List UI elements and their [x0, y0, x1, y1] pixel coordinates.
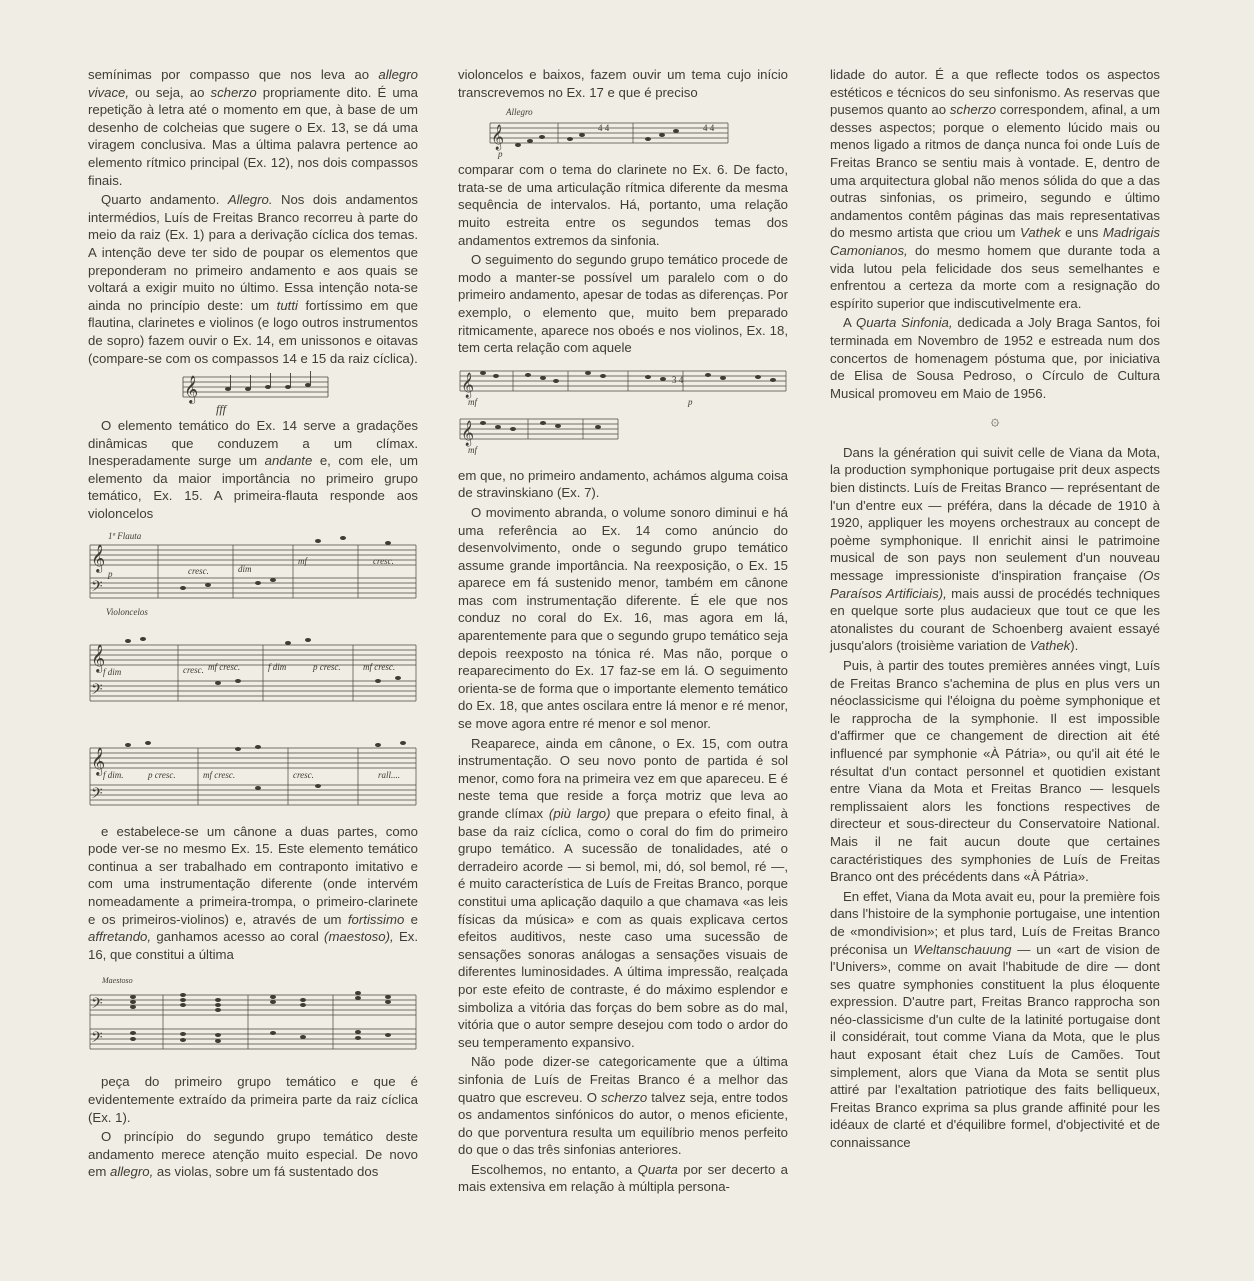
paragraph: Puis, à partir des toutes premières années vingt, Luís de Freitas Branco s'achemina de plus en plus vers un néoclassicisme qui l'éloigna du poème symphonique et le rapprocha de la symphonie. Il est impossible d'affirmer que ce changement de direction ait été influencé par symphonie «À Pátria», ou qu'il ait été le résultat d'un contact personnel et quotidien existant entre Viana da Mota et Freitas Branco — lesquels remplissaient alors les fonctions respectives de directeur et sous-directeur du Conservatoire National. Mais il ne fait aucun doute que certaines caractéristiques des symphonies de Luís de Freitas Branco ont des précédents dans «À Pátria».: [830, 658, 1160, 885]
score-label: Maestoso: [102, 976, 133, 986]
score-label: mf cresc.: [203, 769, 236, 780]
score-label: p: [108, 568, 113, 579]
svg-text:𝄞: 𝄞: [184, 375, 199, 404]
paragraph: O movimento abranda, o volume sonoro diminui e há uma referência ao Ex. 14 como anúncio do desenvolvimento, onde o segundo grupo temático assume grande importância. Na reexposição, o Ex. 15 aparece em fá sustenido menor, também em cânone mas com instrumentação diferente. É ele que nos conduz no coral do Ex. 16, mas agora em lá, aparentemente para que o segundo grupo temático seja depois reexposto na tónica ré. Mas não, porque o reaparecimento do Ex. 17 faz-se em lá. O seguimento orienta-se de forma que o importante elemento temático do Ex. 18, que antes oscilara entre lá menor e ré menor, se move agora entre ré menor e sol menor.: [458, 504, 788, 732]
score-label: rall....: [378, 769, 401, 780]
score-label: p: [688, 396, 693, 407]
score-label: mf: [298, 555, 307, 566]
svg-text:𝄞: 𝄞: [91, 643, 106, 672]
paragraph: Dans la génération qui suivit celle de Viana da Mota, la production symphonique portugaise prit deux aspects bien distincts. Luís de Freitas Branco — représentant de l'un d'entre eux — préféra, dans la décade de 1910 à 1920, appliquer les moyens orchestraux au concept de poème symphonique. Il enrichit ainsi le patrimoine musical de son pays non seulement d'un nouveau message impressioniste d'inspiration française (Os Paraísos Artificiais), mais aussi de procédés techniques en quelque sorte plus audacieux que tout ce que les atonalistes du courant de Schoenberg avaient essayé jusqu'alors (troisième variation de Vathek).: [830, 444, 1160, 654]
paragraph: Escolhemos, no entanto, a Quarta por ser decerto a mais extensiva em relação à múltipla persona-: [458, 1161, 788, 1195]
music-example-15: [88, 523, 418, 823]
score-label: f dim: [268, 661, 287, 672]
svg-text:𝄞: 𝄞: [491, 125, 505, 151]
music-example-18: [458, 357, 788, 467]
column-1: [88, 66, 418, 1181]
score-label: p cresc.: [148, 769, 176, 780]
score-label: mf cresc.: [208, 661, 241, 672]
paragraph: O princípio do segundo grupo temático deste andamento merece atenção muito especial. De novo em allegro, as violas, sobre um fá sustentado dos: [88, 1129, 418, 1180]
score-label: 4 4: [598, 123, 610, 134]
score-label: mf: [468, 444, 477, 455]
paragraph: em que, no primeiro andamento, achámos alguma coisa de stravinskiano (Ex. 7).: [458, 467, 788, 501]
paragraph: O elemento temático do Ex. 14 serve a gradações dinâmicas que conduzem a um clímax. Inesperadamente surge um andante e, com ele, um elemento da maior importância no primeiro grupo temático, Ex. 15. A primeira-flauta responde aos violoncelos: [88, 418, 418, 522]
score-label: dim: [238, 563, 252, 574]
svg-text:𝄞: 𝄞: [461, 372, 475, 398]
paragraph: O seguimento do segundo grupo temático procede de modo a manter-se possível um paralelo com o do primeiro andamento, apesar de todas as diferenças. Por exemplo, o elemento que, muito bem preparado ritmicamente, aparece nos oboés e nos violinos, Ex. 18, tem certa relação com aquele: [458, 252, 788, 356]
paragraph: comparar com o tema do clarinete no Ex. 6. De facto, trata-se de uma articulação rítmica diferente da mesma sequência de intervalos. Há, portanto, uma relação muito estreita entre os segundos temas dos andamentos extremos da sinfonia.: [458, 162, 788, 248]
section-ornament: ۞: [990, 412, 1000, 430]
score-label: 1ª Flauta: [108, 530, 142, 541]
music-example-16: [88, 963, 418, 1073]
score-label: f dim.: [103, 769, 124, 780]
score-label: cresc.: [183, 664, 204, 675]
paragraph: En effet, Viana da Mota avait eu, pour la première fois dans l'histoire de la symphonie portugaise, une intention de «mondivision»; et plus tard, Luís de Freitas Branco préconisa un Weltanschauung — un «art de vision de l'Univers», comme on avait l'habitude de dire — dont ses quatre symphonies constituent la plus éloquente expression. D'autre part, Freitas Branco rapprocha son néo-classicisme d'un culte de la latinité portugaise dont il considérait, tout comme Viana da Mota, que le plus haut exposant était chez Luís de Camões. Tout simplement, alors que Viana da Mota se sentit plus attiré par l'exaltation patriotique des faits belliqueux, Freitas Branco exprima sa plus grande affinité pour les idéaux de clarté et d'équilibre formel, d'objectivité et de connaissance: [830, 888, 1160, 1151]
music-example-14: [88, 367, 418, 417]
svg-text:𝄢: 𝄢: [91, 680, 103, 702]
score-label: 4 4: [703, 123, 715, 134]
paragraph: Não pode dizer-se categoricamente que a última sinfonia de Luís de Freitas Branco é a melhor das quatro que escreveu. O scherzo talvez seja, entre todos os andamentos sinfónicos do autor, o menos eficiente, do que porventura resulta um equilíbrio menos perfeito do que o das três sinfonias anteriores.: [458, 1054, 789, 1158]
paragraph: semínimas por compasso que nos leva ao allegro vivace, ou seja, ao scherzo propriamente dito. É uma repetição à letra até o momento em que, à base de um desenho de colcheias que sugere o Ex. 13, se dá uma viragem conclusiva. Mas a última palavra pertence ao elemento rítmico principal (Ex. 12), nos dois compassos finais.: [88, 67, 418, 188]
column-3: [830, 66, 1160, 1152]
score-label: cresc.: [188, 565, 209, 576]
paragraph: Reaparece, ainda em cânone, o Ex. 15, com outra instrumentação. O seu novo ponto de partida é sol menor, como fora na primeira vez em que apareceu. E é neste tema que reside a força motriz que leva ao grande clímax (più largo) que prepara o efeito final, à base da raiz cíclica, como o coral do fim do primeiro grupo temático. A sucessão de tonalidades, até o derradeiro acorde — si bemol, mi, dó, sol bemol, ré —, é muito característica de Luís de Freitas Branco, porque constitui uma aplicação daquilo a que chamava «as leis físicas da música» e com as quais explicava certos efeitos auditivos, neste caso uma sucessão de sensações sonoras análogas a sensações visuais de diferentes luminosidades. A última impressão, realçada por este efeito de contraste, é do máximo esplendor e simboliza a vitória das forças do bem sobre as do mal, vitória que o autor sempre desejou com todo o ardor do seu temperamento expansivo.: [458, 735, 789, 1050]
paragraph: Quarto andamento. Allegro. Nos dois andamentos intermédios, Luís de Freitas Branco recorreu à parte do meio da raiz (Ex. 1) para a derivação cíclica dos temas. A intenção deve ter sido de poupar os elementos que preponderam no primeiro andamento e aos quais se voltará a exigir muito no último. Essa intenção nota-se ainda no princípio deste: um tutti fortíssimo em que flautina, clarinetes e violinos (e logo outros instrumentos de sopro) fazem ouvir o Ex. 14, em unissonos e oitavas (compare-se com os compassos 14 e 15 da raiz cíclica).: [88, 192, 419, 366]
paragraph: e estabelece-se um cânone a duas partes, como pode ver-se no mesmo Ex. 15. Este elemento temático continua a ser trabalhado em contraponto imitativo e com uma instrumentação diferente (onde intervém nomeadamente a primeira-trompa, o primeiro-clarinete e os primeiros-violinos) e, através de um fortissimo e affretando, ganhamos acesso ao coral (maestoso), Ex. 16, que constitui a última: [88, 823, 418, 962]
paragraph: peça do primeiro grupo temático e que é evidentemente extraído da primeira parte da raiz cíclica (Ex. 1).: [88, 1074, 418, 1125]
score-label: f dim: [103, 666, 122, 677]
column-2: [458, 66, 788, 1196]
score-label: cresc.: [373, 555, 394, 566]
score-label: Violoncelos: [106, 606, 148, 617]
music-example-17: [458, 101, 788, 161]
dynamic-mark: fff: [216, 402, 227, 417]
score-label: mf: [468, 396, 477, 407]
score-label: cresc.: [293, 769, 314, 780]
svg-text:𝄢: 𝄢: [91, 784, 103, 806]
svg-text:𝄢: 𝄢: [91, 1029, 103, 1051]
paragraph: violoncelos e baixos, fazem ouvir um tema cujo início transcrevemos no Ex. 17 e que é preciso: [458, 67, 788, 100]
svg-text:𝄞: 𝄞: [91, 746, 106, 775]
score-label: mf cresc.: [363, 661, 396, 672]
paragraph: lidade do autor. É a que reflecte todos os aspectos estéticos e técnicos do seu sinfonismo. As reservas que pusemos quanto ao scherzo correspondem, afinal, a um desses aspectos; porque o elemento lúcido mais ou menos ligado a ritmos de dança nunca foi onde Luís de Freitas Branco se sentiu mais à vontade. E, dentro de uma arquitectura global não menos sólida do que a das outras sinfonias, os primeiro, segundo e último andamentos contêm páginas das mais representativas do mesmo artista que criou um Vathek e uns Madrigais Camonianos, do mesmo homem que durante toda a vida lutou pela felicidade dos seus semelhantes e enfrentou a certeza da morte com a resignação do espírito superior que indiscutivelmente era.: [830, 67, 1161, 311]
score-label: Allegro: [506, 107, 533, 118]
score-label: p: [498, 149, 503, 160]
svg-text:𝄢: 𝄢: [91, 995, 103, 1017]
score-label: p cresc.: [313, 661, 341, 672]
svg-text:𝄢: 𝄢: [91, 577, 103, 599]
svg-text:𝄞: 𝄞: [461, 420, 475, 446]
svg-text:𝄞: 𝄞: [91, 543, 106, 572]
score-label: 3 4: [672, 374, 684, 385]
paragraph: A Quarta Sinfonia, dedicada a Joly Braga Santos, foi terminada em Novembro de 1952 e estreada num dos concertos de homenagem póstuma que, por iniciativa de Elisa de Sousa Pedroso, o Círculo de Cultura Musical promoveu em Maio de 1956.: [830, 315, 1160, 401]
